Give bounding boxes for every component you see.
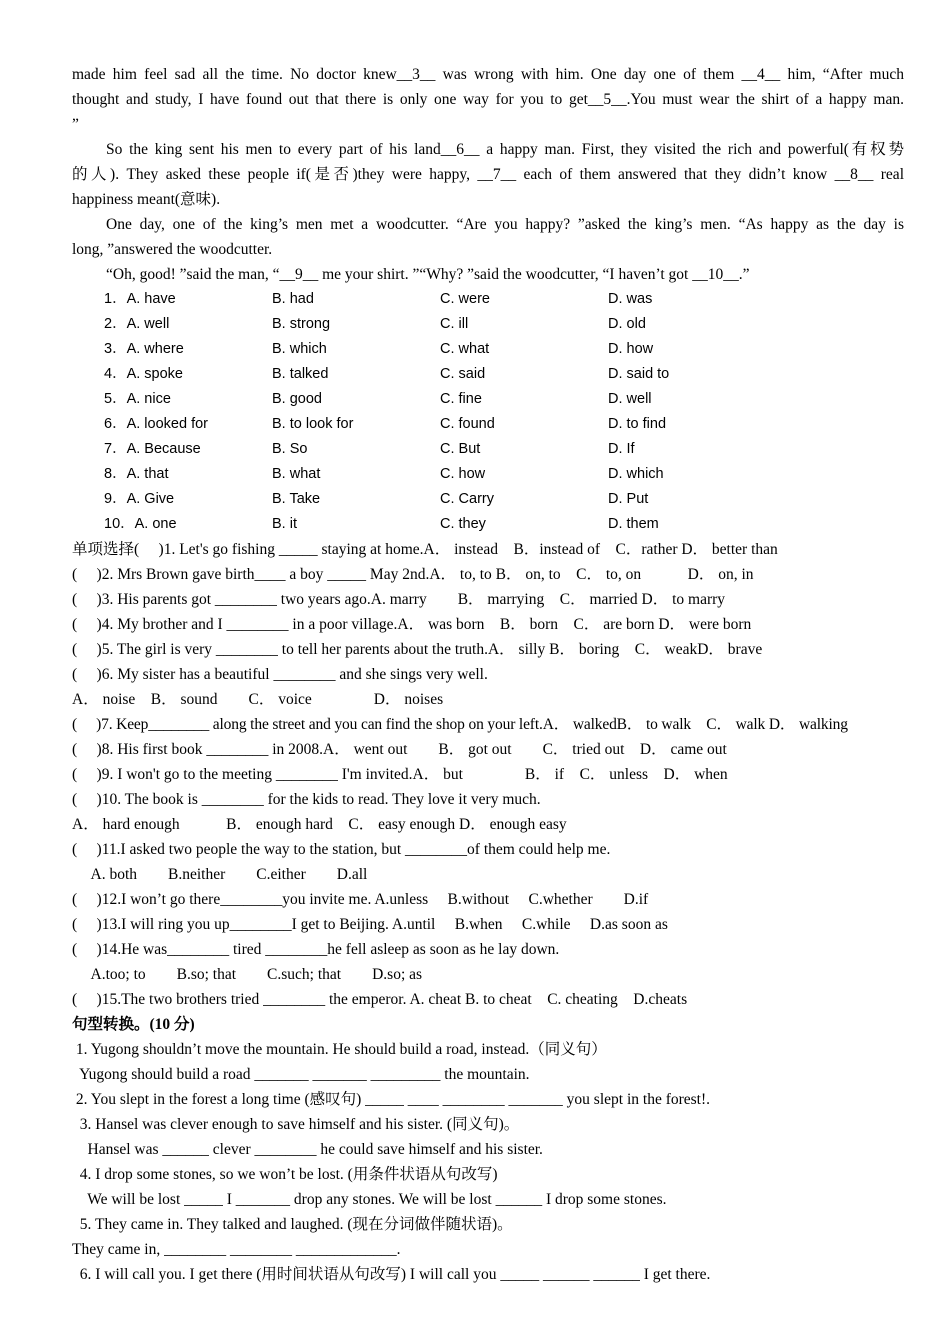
option-c: C. Carry (440, 491, 494, 507)
question-line: ( )9. I won't go to the meeting ________ I'm invited.A． but B． if C． unless D． when (72, 766, 728, 783)
question-line: ( )2. Mrs Brown gave birth____ a boy _____ May 2nd.A． to, to B． on, to C． to, on D． on, in (72, 566, 754, 583)
passage-line: ” (72, 116, 79, 133)
cloze-passage (72, 62, 904, 287)
option-c: C. what (440, 341, 490, 357)
option-d: D. which (608, 466, 664, 482)
option-d: D. to find (608, 416, 667, 432)
question-line: ( )11.I asked two people the way to the station, but ________of them could help me. (72, 841, 611, 858)
passage-line: thought and study, I have found out that there is only one way for you to get__5__.You must wear the shirt of a happy man. (72, 91, 904, 108)
question-line: ( )14.He was________ tired ________he fell asleep as soon as he lay down. (72, 941, 560, 958)
option-row (72, 312, 904, 337)
option-d: D. Put (608, 491, 649, 507)
option-d: D. was (608, 291, 653, 307)
question-line: ( )4. My brother and I ________ in a poor village.A． was born B． born C． are born D． were born (72, 616, 752, 633)
document-page (72, 62, 904, 1287)
option-number: 3．A. where (104, 341, 184, 357)
option-c: C. found (440, 416, 495, 432)
option-row (72, 487, 904, 512)
single-choice-section (72, 537, 904, 1012)
option-number: 1．A. have (104, 291, 176, 307)
question-line: ( )10. The book is ________ for the kids to read. They love it very much. (72, 791, 541, 808)
option-row (72, 412, 904, 437)
transform-line: 6. I will call you. I get there (用时间状语从句改写) I will call you _____ ______ ______ I get there. (72, 1266, 711, 1283)
option-b: B. it (272, 516, 297, 532)
option-row (72, 512, 904, 537)
option-d: D. said to (608, 366, 670, 382)
transform-line: 1. Yugong shouldn’t move the mountain. He should build a road, instead.（同义句） (72, 1041, 607, 1058)
passage-line: made him feel sad all the time. No doctor knew__3__ was wrong with him. One day one of them __4__ him, “After much (72, 66, 904, 83)
option-d: D. If (608, 441, 635, 457)
option-b: B. to look for (272, 416, 354, 432)
question-line: 单项选择( )1. Let's go fishing _____ staying at home.A． instead B．instead of C．rather D． better than (72, 541, 778, 558)
option-row (72, 287, 904, 312)
transform-section (72, 1012, 904, 1287)
question-line: A． hard enough B． enough hard C． easy enough D． enough easy (72, 816, 567, 833)
transform-line: We will be lost _____ I _______ drop any stones. We will be lost ______ I drop some stones. (72, 1191, 667, 1208)
option-b: B. Take (272, 491, 321, 507)
question-line: ( )5. The girl is very ________ to tell her parents about the truth.A． silly B． boring C． weakD． brave (72, 641, 763, 658)
question-line: ( )15.The two brothers tried ________ the emperor. A. cheat B. to cheat C. cheating D.cheats (72, 991, 688, 1008)
transform-line: 4. I drop some stones, so we won’t be lost. (用条件状语从句改写) (72, 1166, 498, 1183)
option-row (72, 387, 904, 412)
passage-line: 的人). They asked these people if(是否)they were happy, __7__ each of them answered that they didn’t know __8__ real (72, 166, 904, 183)
option-c: C. they (440, 516, 486, 532)
option-number: 4．A. spoke (104, 366, 183, 382)
transform-line: 3. Hansel was clever enough to save himself and his sister. (同义句)。 (72, 1116, 520, 1133)
passage-line: long, ”answered the woodcutter. (72, 241, 273, 258)
option-row (72, 462, 904, 487)
option-d: D. them (608, 516, 659, 532)
option-b: B. had (272, 291, 314, 307)
option-c: C. said (440, 366, 486, 382)
passage-line: One day, one of the king’s men met a woodcutter. “Are you happy? ”asked the king’s men. “As happy as the day is (106, 216, 904, 233)
option-b: B. talked (272, 366, 329, 382)
option-number: 6．A. looked for (104, 416, 208, 432)
question-line: ( )3. His parents got ________ two years ago.A. marry B． marrying C． married D． to marry (72, 591, 726, 608)
question-line: ( )6. My sister has a beautiful ________ and she sings very well. (72, 666, 488, 683)
transform-line: Yugong should build a road _______ _______ _________ the mountain. (72, 1066, 530, 1083)
option-number: 9．A. Give (104, 491, 175, 507)
option-number: 2．A. well (104, 316, 170, 332)
question-line: ( )7. Keep________ along the street and you can find the shop on your left.A． walkedB． to walk C． walk D． walking (72, 716, 848, 733)
option-number: 10．A. one (104, 516, 177, 532)
cloze-options (72, 287, 904, 537)
transform-line: Hansel was ______ clever ________ he could save himself and his sister. (72, 1141, 543, 1158)
option-c: C. were (440, 291, 490, 307)
section-title: 句型转换。(10 分) (72, 1016, 195, 1033)
option-b: B. good (272, 391, 322, 407)
option-c: C. fine (440, 391, 482, 407)
option-c: C. But (440, 441, 481, 457)
passage-line: happiness meant(意味). (72, 191, 221, 208)
option-c: C. how (440, 466, 486, 482)
option-d: D. well (608, 391, 652, 407)
option-number: 8．A. that (104, 466, 169, 482)
option-number: 7．A. Because (104, 441, 201, 457)
question-line: ( )12.I won’t go there________you invite me. A.unless B.without C.whether D.if (72, 891, 649, 908)
option-row (72, 437, 904, 462)
option-number: 5．A. nice (104, 391, 171, 407)
question-line: ( )8. His first book ________ in 2008.A． went out B． got out C． tried out D． came out (72, 741, 727, 758)
option-b: B. So (272, 441, 308, 457)
option-row (72, 362, 904, 387)
question-line: A． noise B． sound C． voice D． noises (72, 691, 444, 708)
question-line: A. both B.neither C.either D.all (72, 866, 368, 883)
passage-line: “Oh, good! ”said the man, “__9__ me your shirt. ”“Why? ”said the woodcutter, “I haven’t got __10__.” (106, 266, 750, 283)
passage-line: So the king sent his men to every part of his land__6__ a happy man. First, they visited the rich and powerful(有权势 (106, 141, 904, 158)
transform-line: They came in, ________ ________ _____________. (72, 1241, 401, 1258)
option-b: B. strong (272, 316, 331, 332)
question-line: A.too; to B.so; that C.such; that D.so; as (72, 966, 423, 983)
option-row (72, 337, 904, 362)
transform-line: 5. They came in. They talked and laughed. (现在分词做伴随状语)。 (72, 1216, 513, 1233)
option-d: D. how (608, 341, 654, 357)
option-d: D. old (608, 316, 646, 332)
option-b: B. which (272, 341, 327, 357)
option-b: B. what (272, 466, 321, 482)
question-line: ( )13.I will ring you up________I get to Beijing. A.until B.when C.while D.as soon as (72, 916, 668, 933)
transform-line: 2. You slept in the forest a long time (感叹句) _____ ____ ________ _______ you slept in the forest!. (72, 1091, 711, 1108)
option-c: C. ill (440, 316, 469, 332)
